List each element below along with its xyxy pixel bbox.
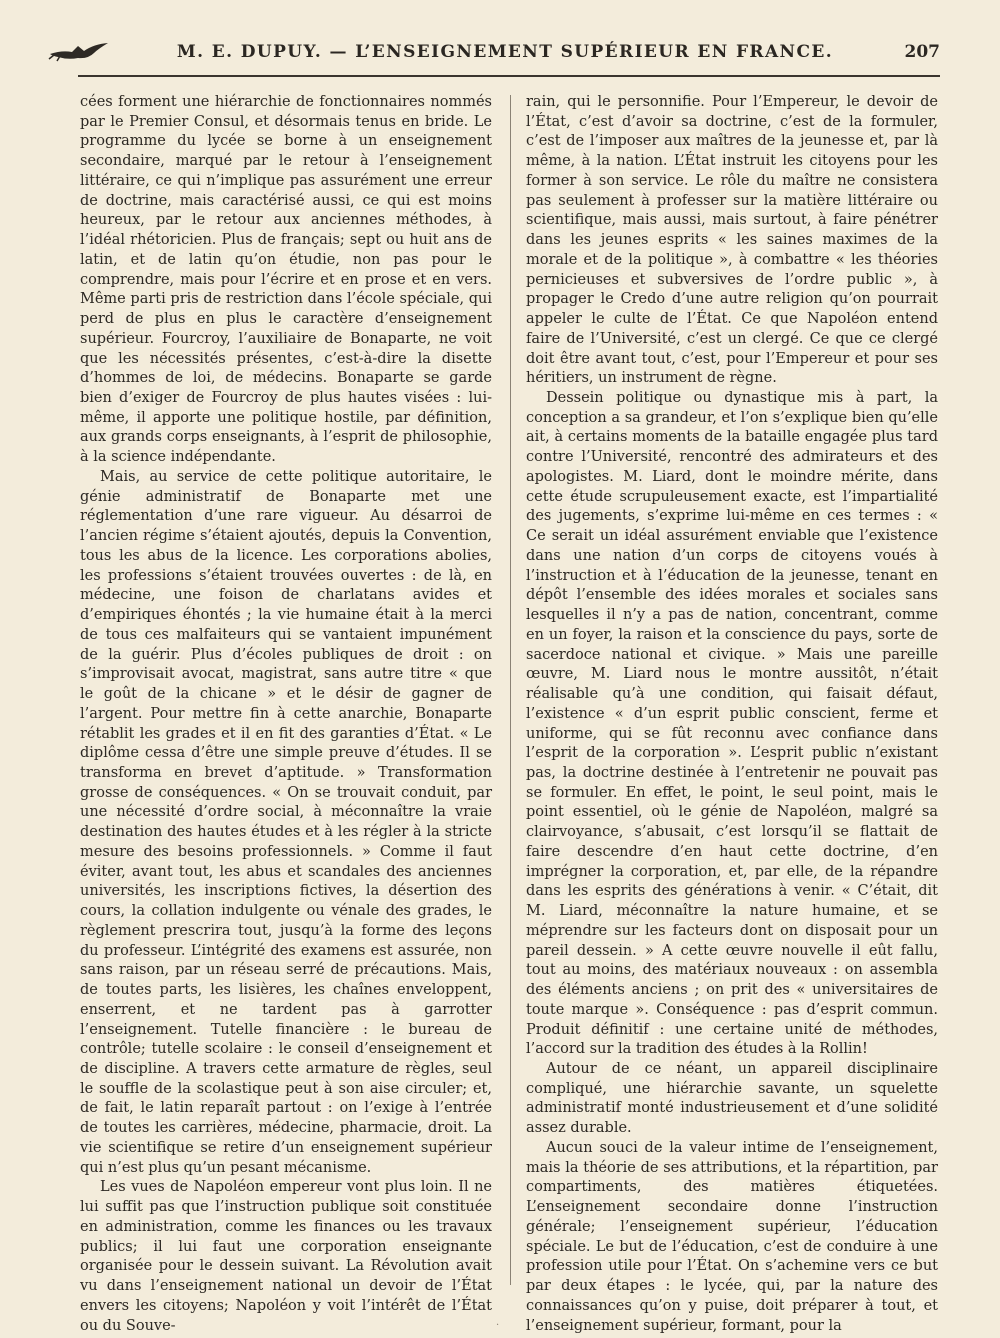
page-header <box>40 36 940 70</box>
running-title: M. E. DUPUY. — L’ENSEIGNEMENT SUPÉRIEUR EN FRANCE. <box>176 42 834 62</box>
binding-mark: · <box>496 1320 500 1331</box>
paragraph: Aucun souci de la valeur intime de l’enseignement, mais la théorie de ses attributions, et la répartition, par compartiments, des matières étiquetées. L’enseignement secondaire donne l’instruction générale; l’enseignement supérieur, l’éducation spéciale. Le but de l’éducation, c’est de conduire à une profession utile pour l’État. On s’achemine vers ce but par deux étapes : le lycée, qui, par la nature des connaissances qu’on y puise, doit préparer à tout, et l’enseignement supérieur, formant, pour la <box>526 1139 938 1334</box>
left-column <box>80 93 492 1336</box>
paragraph: Mais, au service de cette politique autoritaire, le génie administratif de Bonaparte met une réglementation d’une rare vigueur. Au désarroi de l’ancien régime s’étaient ajoutés, depuis la Convention, tous les abus de la licence. Les corporations abolies, les professions s’étaient trouvées ouvertes : de là, en médecine, une foison de charlatans avides et d’empiriques éhontés ; la vie humaine était à la merci de tous ces malfaiteurs qui se vantaient impunément de la guérir. Plus d’écoles publiques de droit : on s’improvisait avocat, magistrat, sans autre titre « que le goût de la chicane » et le désir de gagner de l’argent. Pour mettre fin à cette anarchie, Bonaparte rétablit les grades et il en fit des garanties d’État. « Le diplôme cessa d’être une simple preuve d’études. Il se transforma en brevet d’aptitude. » Transformation grosse de conséquences. « On se trouvait conduit, par une nécessité d’ordre social, à méconnaître la vraie destination des hautes études et à les régler à la stricte mesure des besoins professionnels. » Comme il faut éviter, avant tout, les abus et scandales des anciennes universités, les inscriptions fictives, la désertion des cours, la collation indulgente ou vénale des grades, le règlement prescrira tout, jusqu’à la forme des leçons du professeur. L’intégrité des examens est assurée, non sans raison, par un réseau serré de précautions. Mais, de toutes parts, les lisières, les chaînes enveloppent, enserrent, et ne tardent pas à garrotter l’enseignement. Tutelle financière : le bureau de contrôle; tutelle scolaire : le conseil d’enseignement et de discipline. A travers cette armature de règles, seul le souffle de la scolastique peut à son aise circuler; et, de fait, le latin reparaît partout : on l’exige à l’entrée de toutes les carrières, médecine, pharmacie, droit. La vie scientifique se retire d’un enseignement supérieur qui n’est plus qu’un pesant mécanisme. <box>80 468 492 1176</box>
page-number: 207 <box>904 42 940 62</box>
paragraph: Les vues de Napoléon empereur vont plus loin. Il ne lui suffit pas que l’instruction publique soit constituée en administration, comme les finances ou les travaux publics; il lui faut une corporation enseignante organisée pour le dessein suivant. La Révolution avait vu dans l’enseignement national un devoir de l’État envers les citoyens; Napoléon y voit l’intérêt de l’État ou du Souve- <box>80 1179 492 1334</box>
right-column <box>526 93 938 1336</box>
paragraph: Autour de ce néant, un appareil disciplinaire compliqué, une hiérarchie savante, un squelette administratif monté industrieusement et d’une solidité assez durable. <box>526 1060 938 1137</box>
paragraph: Dessein politique ou dynastique mis à part, la conception a sa grandeur, et l’on s’explique bien qu’elle ait, à certains moments de la bataille engagée plus tard contre l’Université, rencontré des admirateurs et des apologistes. M. Liard, dont le moindre mérite, dans cette étude scrupuleusement exacte, est l’impartialité des jugements, s’exprime lui-même en ces termes : « Ce serait un idéal assurément enviable que l’existence dans une nation d’un corps de citoyens voués à l’instruction et à l’éducation de la jeunesse, tenant en dépôt l’ensemble des idées morales et sociales sans lesquelles il n’y a pas de nation, concentrant, comme en un foyer, la raison et la conscience du pays, sorte de sacerdoce national et civique. » Mais une pareille œuvre, M. Liard nous le montre aussitôt, n’était réalisable qu’à une condition, qui faisait défaut, l’existence « d’un esprit public conscient, ferme et uniforme, qui se fût reconnu avec confiance dans l’esprit de la corporation ». L’esprit public n’existant pas, la doctrine destinée à l’entretenir ne pouvait pas se formuler. En effet, le point, le seul point, mais le point essentiel, où le génie de Napoléon, malgré sa clairvoyance, s’abusait, c’est lorsqu’il se flattait de faire descendre d’en haut cette doctrine, d’en imprégner la corporation, et, par elle, de la répandre dans les esprits des générations à venir. « C’était, dit M. Liard, méconnaître la nature humaine, et se méprendre sur les facteurs dont on disposait pour un pareil dessein. » A cette œuvre nouvelle il eût fallu, tout au moins, des matériaux nouveaux : on assembla des éléments anciens ; on prit des « universitaires de toute marque ». Conséquence : pas d’esprit commun. Produit définitif : une certaine unité de méthodes, l’accord sur la tradition des études à la Rollin! <box>526 390 938 1058</box>
paragraph: cées forment une hiérarchie de fonctionnaires nommés par le Premier Consul, et désormais tenus en bride. Le programme du lycée se borne à un enseignement secondaire, marqué par le retour à l’enseignement littéraire, ce qui n’implique pas assurément une erreur de doctrine, mais caractérisé aussi, ce qui est moins heureux, par le retour aux anciennes méthodes, à l’idéal rhétoricien. Plus de français; sept ou huit ans de latin, et de latin qu’on étudie, non pas pour le comprendre, mais pour l’écrire et en prose et en vers. Même parti pris de restriction dans l’école spéciale, qui perd de plus en plus le caractère d’enseignement supérieur. Fourcroy, l’auxiliaire de Bonaparte, ne voit que les nécessités présentes, c’est-à-dire la disette d’hommes de loi, de médecins. Bonaparte se garde bien d’exiger de Fourcroy de plus hautes visées : lui-même, il apporte une politique hostile, par définition, aux grands corps enseignants, à l’esprit de philosophie, à la science indépendante. <box>80 94 492 466</box>
printer-ornament-icon <box>48 40 110 62</box>
paragraph: rain, qui le personnifie. Pour l’Empereur, le devoir de l’État, c’est d’avoir sa doctrine, c’est de la formuler, c’est de l’imposer aux maîtres de la jeunesse et, par là même, à la nation. L’État instruit les citoyens pour les former à son service. Le rôle du maître ne consistera pas seulement à professer sur la matière littéraire ou scientifique, mais aussi, mais surtout, à faire pénétrer dans les jeunes esprits « les saines maximes de la morale et de la politique », à combattre « les théories pernicieuses et subversives de l’ordre public », à propager le Credo d’une autre religion qu’on pourrait appeler le culte de l’État. Ce que Napoléon entend faire de l’Université, c’est un clergé. Ce que ce clergé doit être avant tout, c’est, pour l’Empereur et pour ses héritiers, un instrument de règne. <box>526 94 938 387</box>
header-rule <box>78 75 940 77</box>
column-divider <box>510 95 511 1285</box>
